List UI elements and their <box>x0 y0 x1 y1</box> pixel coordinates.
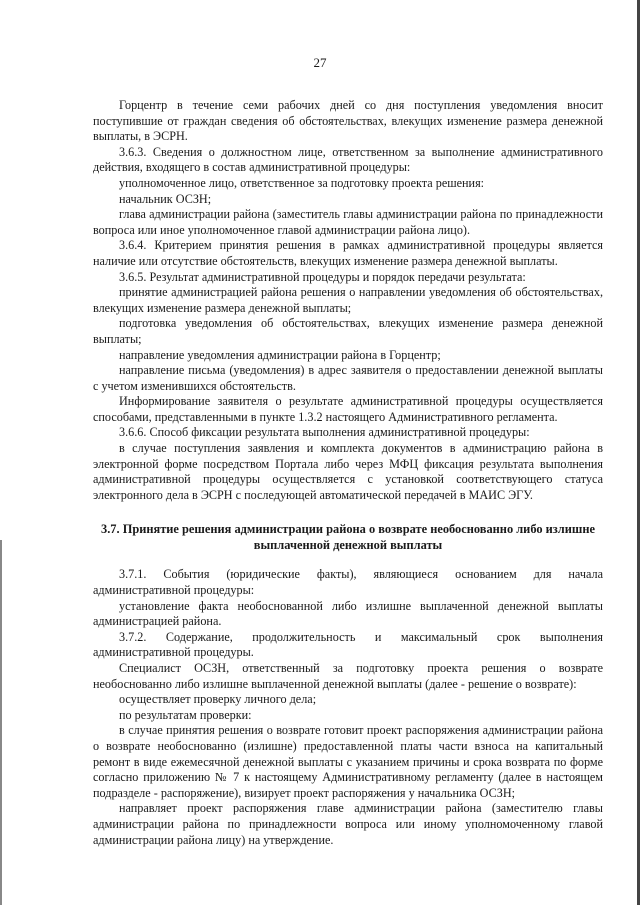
section-heading: 3.7. Принятие решения администрации района о возврате необоснованно либо излишне выплаченной денежной выплаты <box>101 522 595 553</box>
scan-edge-left <box>0 540 2 905</box>
paragraph: 3.6.3. Сведения о должностном лице, ответственном за выполнение административного действия, входящего в состав административной процедуры: <box>93 144 603 175</box>
page-number: 27 <box>313 55 327 70</box>
paragraph: 3.6.4. Критерием принятия решения в рамках административной процедуры является наличие или отсутствие обстоятельств, влекущих изменение размера денежной выплаты. <box>93 238 603 268</box>
paragraph: 3.6.5. Результат административной процедуры и порядок передачи результата: <box>119 269 526 284</box>
paragraph: Специалист ОСЗН, ответственный за подготовку проекта решения о возврате необоснованно либо излишне выплаченной денежной выплаты (далее - решение о возврате): <box>93 661 603 691</box>
document-body <box>93 98 603 848</box>
paragraph: 3.7.1. События (юридические факты), являющиеся основанием для начала административной процедуры: <box>93 567 603 598</box>
paragraph: в случае принятия решения о возврате готовит проект распоряжения администрации района о возврате необоснованно (излишне) предоставленной платы части взноса на капитальный ремонт в виде ежемесячной денежной выплаты с указанием причины и срока возврата по форме согласно приложению № 7 к настоящему Административному регламенту (далее в настоящем подразделе - распоряжение), визирует проект распоряжения у начальника ОСЗН; <box>93 723 603 800</box>
paragraph: Информирование заявителя о результате административной процедуры осуществляется способами, представленными в пункте 1.3.2 настоящего Административного регламента. <box>93 394 603 424</box>
paragraph: по результатам проверки: <box>119 707 252 722</box>
paragraph: подготовка уведомления об обстоятельствах, влекущих изменение размера денежной выплаты; <box>93 316 603 346</box>
paragraph: направляет проект распоряжения главе администрации района (заместителю главы администрации района по принадлежности вопроса или иному уполномоченному главой администрации района лицу) на утверждение. <box>93 801 603 847</box>
paragraph: 3.7.2. Содержание, продолжительность и максимальный срок выполнения административной процедуры. <box>93 629 603 660</box>
paragraph: осуществляет проверку личного дела; <box>119 692 317 707</box>
paragraph: Горцентр в течение семи рабочих дней со дня поступления уведомления вносит поступившие от граждан сведения об обстоятельствах, влекущих изменение размера денежной выплаты, в ЭСРН. <box>93 98 603 144</box>
paragraph: глава администрации района (заместитель главы администрации района по принадлежности вопроса или иное уполномоченное главой администрации района лицо). <box>93 207 603 237</box>
paragraph: направление уведомления администрации района в Горцентр; <box>119 347 441 362</box>
paragraph: 3.6.6. Способ фиксации результата выполнения административной процедуры: <box>119 425 530 440</box>
paragraph: в случае поступления заявления и комплекта документов в администрацию района в электронной форме посредством Портала либо через МФЦ фиксация результата выполнения административной процедуры осуществляется с установкой соответствующего статуса электронного дела в ЭСРН с последующей автоматической передачей в МАИС ЭГУ. <box>93 441 603 502</box>
paragraph: установление факта необоснованной либо излишне выплаченной денежной выплаты администрацией района. <box>93 598 603 629</box>
paragraph: начальник ОСЗН; <box>119 191 212 206</box>
paragraph: направление письма (уведомления) в адрес заявителя о предоставлении денежной выплаты с учетом изменившихся обстоятельств. <box>93 363 603 393</box>
paragraph: уполномоченное лицо, ответственное за подготовку проекта решения: <box>119 175 485 190</box>
paragraph: принятие администрацией района решения о направлении уведомления об обстоятельствах, влекущих изменение размера денежной выплаты; <box>93 285 603 315</box>
